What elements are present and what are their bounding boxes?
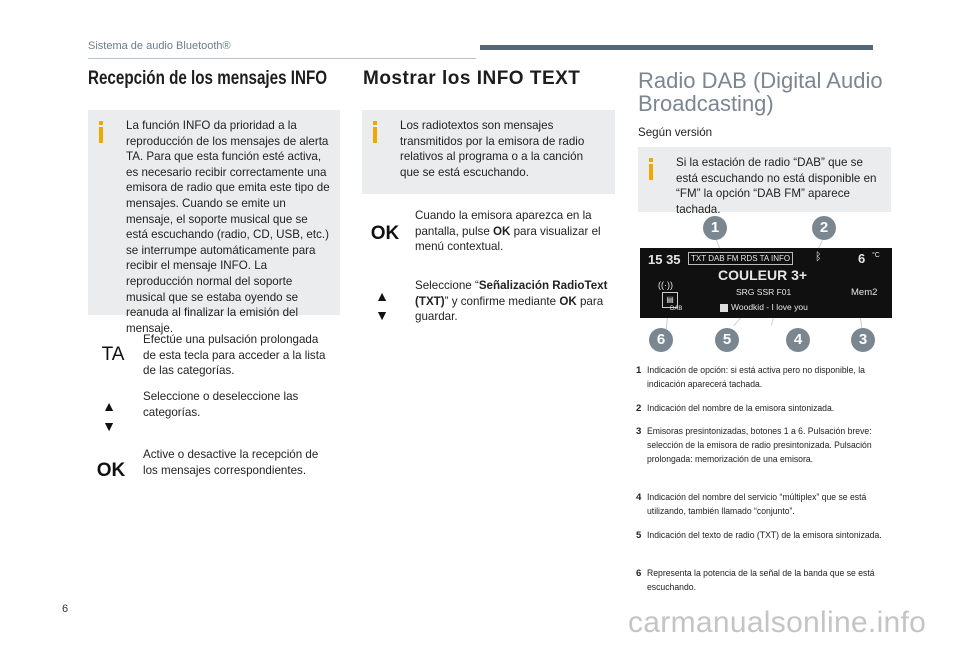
down-arrow-icon: ▼ bbox=[375, 307, 389, 323]
col2-step1-text: Cuando la emisora aparezca en la pantalla, pulse OK para visualizar el menú contextual. bbox=[415, 209, 601, 254]
col3-info-text: Si la estación de radio “DAB” que se está escuchando no está disponible en “FM” la opción “DAB FM” aparece tachada. bbox=[676, 156, 877, 216]
signal-strength-icon: ((·)) bbox=[658, 280, 673, 290]
callout-badge-4: 4 bbox=[786, 328, 810, 352]
screen-temperature-unit: °C bbox=[872, 252, 880, 259]
col1-info-text: La función INFO da prioridad a la reproducción de los mensajes de alerta TA. Para que esta función esté activa, es necesario recibir correctamente una emisora de radio que emita este tipo de mensajes. Cuando se emite un mensaje, el soporte musical que se está escuchando (radio, CD, USB, etc.) se interrumpe automáticamente para recibir el mensaje INFO. La reproducción normal del soporte musical que se estaba oyendo se reanuda al finalizar la emisión del mensaje. bbox=[126, 119, 330, 335]
ok-key-icon: OK bbox=[96, 460, 126, 481]
dab-label: DAB bbox=[670, 306, 683, 312]
screen-station-name: COULEUR 3+ bbox=[718, 267, 808, 283]
col3-title-line2: Broadcasting) bbox=[638, 91, 774, 116]
screen-options: TXT DAB FM RDS TA INFO bbox=[688, 252, 793, 265]
radio-icon: ▤ bbox=[662, 292, 678, 308]
note-item: 3 Emisoras presintonizadas, botones 1 a 6. Pulsación breve: selección de la emisora de radio presintonizada. Pulsación prolongada: memorización de una emisora. bbox=[636, 426, 872, 465]
col1-step1-text: Efectúe una pulsación prolongada de esta tecla para acceder a la lista de las categorías. bbox=[143, 333, 326, 378]
col2-info-text: Los radiotextos son mensajes transmitidos por la emisora de radio relativos al programa o a la canción que se está escuchando. bbox=[400, 119, 585, 179]
up-arrow-icon: ▲ bbox=[102, 398, 116, 414]
col3-subtitle: Según versión bbox=[638, 126, 713, 139]
col1-title: Recepción de los mensajes INFO bbox=[88, 68, 328, 89]
callout-badge-5: 5 bbox=[715, 328, 739, 352]
page-number: 6 bbox=[62, 603, 69, 615]
col1-step3-text: Active o desactive la recepción de los mensajes correspondientes. bbox=[143, 448, 319, 477]
note-item: 1 Indicación de opción: si está activa pero no disponible, la indicación aparecerá tachada. bbox=[636, 365, 865, 390]
header-title: Sistema de audio Bluetooth® bbox=[88, 40, 231, 52]
screen-service-name: SRG SSR F01 bbox=[736, 287, 792, 297]
bluetooth-icon: ᛒ bbox=[815, 251, 822, 263]
screen-time: 15 35 bbox=[648, 252, 681, 267]
col2-step2-text: Seleccione “Señalización RadioText (TXT)” y confirme mediante OK para guardar. bbox=[415, 279, 608, 324]
screen-radiotext: Woodkid - I love you bbox=[731, 302, 808, 312]
callout-badge-2: 2 bbox=[812, 216, 836, 240]
ta-key-icon: TA bbox=[101, 344, 125, 365]
header-divider bbox=[88, 58, 476, 59]
col2-info-box bbox=[362, 110, 615, 194]
screen-temperature: 6 bbox=[858, 251, 866, 266]
note-item: 6 Representa la potencia de la señal de la banda que se está escuchando. bbox=[636, 568, 875, 593]
col3-title-line1: Radio DAB (Digital Audio bbox=[638, 68, 883, 93]
callout-badge-6: 6 bbox=[649, 328, 673, 352]
ok-key-icon: OK bbox=[370, 223, 400, 244]
watermark: carmanualsonline.info bbox=[628, 606, 927, 639]
dab-radio-screen bbox=[640, 248, 892, 318]
col2-title: Mostrar los INFO TEXT bbox=[363, 68, 581, 89]
screen-memory: Mem2 bbox=[851, 287, 878, 298]
up-arrow-icon: ▲ bbox=[375, 288, 389, 304]
note-item: 5 Indicación del texto de radio (TXT) de la emisora sintonizada. bbox=[636, 530, 882, 541]
down-arrow-icon: ▼ bbox=[102, 418, 116, 434]
info-icon bbox=[373, 121, 377, 143]
col3-info-box bbox=[638, 147, 891, 216]
col1-info-box bbox=[88, 110, 340, 335]
radiotext-icon bbox=[720, 304, 728, 312]
col1-step2-text: Seleccione o deseleccione las categorías. bbox=[143, 390, 299, 419]
note-item: 2 Indicación del nombre de la emisora sintonizada. bbox=[636, 403, 835, 414]
header-bar bbox=[480, 45, 873, 50]
callout-badge-1: 1 bbox=[703, 216, 727, 240]
callout-badge-3: 3 bbox=[851, 328, 875, 352]
info-icon bbox=[649, 158, 653, 180]
note-item: 4 Indicación del nombre del servicio “múltiplex” que se está utilizando, también llamado “conjunto”. bbox=[636, 492, 867, 517]
info-icon bbox=[99, 121, 103, 143]
